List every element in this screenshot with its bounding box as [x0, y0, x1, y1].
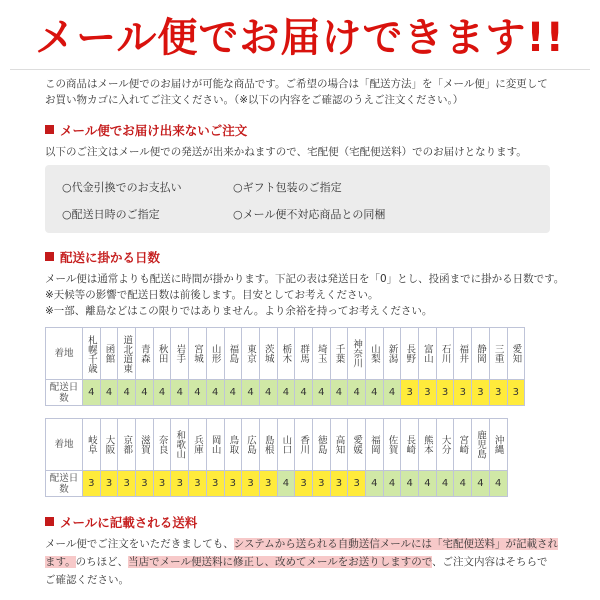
prefecture-cell: 函館: [100, 328, 118, 380]
days-cell: 4: [383, 471, 401, 497]
days-cell: 4: [419, 471, 437, 497]
days-cell: 3: [419, 380, 437, 406]
section1-heading: [45, 121, 247, 139]
days-cell: 3: [436, 380, 454, 406]
section3-heading: [45, 513, 197, 531]
days-cell: 4: [189, 380, 207, 406]
days-cell: 3: [224, 471, 242, 497]
days-cell: 4: [472, 471, 490, 497]
prefecture-cell: 静岡: [472, 328, 490, 380]
square-bullet-icon: [45, 125, 54, 134]
section3-line-3: ご確認ください。: [45, 574, 129, 586]
section2-text-3: ※一部、離島などはこの限りではありません。より余裕を持ってお考えください。: [45, 305, 433, 317]
days-label: 配送日数: [46, 380, 83, 406]
prefecture-cell: 宮城: [189, 328, 207, 380]
prefecture-cell: 神奈川: [348, 328, 366, 380]
square-bullet-icon: [45, 252, 54, 261]
section1-heading-text: メール便でお届け出来ないご注文: [60, 123, 248, 138]
section3-text: 、ご注文内容はそちらで: [432, 556, 548, 568]
section3-line-2: [45, 554, 547, 570]
prefecture-cell: 宮崎: [454, 419, 472, 471]
days-cell: 3: [118, 471, 136, 497]
prefecture-cell: 山形: [206, 328, 224, 380]
days-cell: 4: [348, 380, 366, 406]
banner: [10, 8, 590, 70]
prefecture-cell: 札幌千歳: [83, 328, 101, 380]
section3-text: のちほど、: [75, 556, 129, 568]
days-cell: 4: [366, 471, 384, 497]
days-cell: 3: [330, 471, 348, 497]
days-cell: 4: [366, 380, 384, 406]
days-cell: 4: [436, 471, 454, 497]
section1-text: 以下のご注文はメール便での発送が出来かねますので、宅配便（宅配便送料）でのお届けとなります。: [45, 146, 527, 158]
square-bullet-icon: [45, 517, 54, 526]
days-cell: 3: [295, 471, 313, 497]
prefecture-cell: 栃木: [277, 328, 295, 380]
prefecture-cell: 福島: [224, 328, 242, 380]
days-cell: 4: [295, 380, 313, 406]
prefecture-cell: 佐賀: [383, 419, 401, 471]
days-cell: 4: [118, 380, 136, 406]
days-cell: 3: [312, 471, 330, 497]
prefecture-cell: 福岡: [366, 419, 384, 471]
days-cell: 3: [472, 380, 490, 406]
prefecture-cell: 香川: [295, 419, 313, 471]
prefecture-cell: 沖縄: [489, 419, 507, 471]
delivery-days-table-1: [45, 327, 525, 406]
days-cell: 4: [224, 380, 242, 406]
section2-heading: [45, 248, 160, 266]
days-cell: 3: [401, 380, 419, 406]
section2-text-1: メール便は通常よりも配送に時間が掛かります。下記の表は発送日を「0」とし、投函までに掛かる日数です。: [45, 273, 565, 285]
prefecture-cell: 和歌山: [171, 419, 189, 471]
days-cell: 4: [83, 380, 101, 406]
prefecture-cell: 大分: [436, 419, 454, 471]
prefecture-cell: 奈良: [153, 419, 171, 471]
days-cell: 4: [454, 471, 472, 497]
dest-label: 着地: [46, 419, 83, 471]
prefecture-cell: 青森: [136, 328, 154, 380]
prefecture-cell: 東京: [242, 328, 260, 380]
days-cell: 3: [171, 471, 189, 497]
prefecture-cell: 山口: [277, 419, 295, 471]
prefecture-cell: 石川: [436, 328, 454, 380]
days-cell: 4: [277, 471, 295, 497]
prefecture-cell: 岡山: [206, 419, 224, 471]
excluded-orders-box: [45, 165, 550, 233]
days-cell: 4: [489, 471, 507, 497]
days-cell: 4: [401, 471, 419, 497]
section3-line-1: [45, 536, 558, 552]
prefecture-cell: 長崎: [401, 419, 419, 471]
days-cell: 3: [100, 471, 118, 497]
prefecture-cell: 京都: [118, 419, 136, 471]
prefecture-cell: 大阪: [100, 419, 118, 471]
section2-text-2: ※天候等の影響で配送日数は前後します。目安としてお考えください。: [45, 289, 379, 301]
prefecture-cell: 島根: [259, 419, 277, 471]
excluded-item: ○ギフト包装のご指定: [233, 181, 342, 194]
prefecture-cell: 福井: [454, 328, 472, 380]
prefecture-cell: 新潟: [383, 328, 401, 380]
days-cell: 3: [83, 471, 101, 497]
prefecture-cell: 埼玉: [312, 328, 330, 380]
prefecture-cell: 三重: [489, 328, 507, 380]
prefecture-cell: 千葉: [330, 328, 348, 380]
days-cell: 4: [277, 380, 295, 406]
days-cell: 4: [100, 380, 118, 406]
prefecture-cell: 岐阜: [83, 419, 101, 471]
days-cell: 4: [136, 380, 154, 406]
excluded-item: ○代金引換でのお支払い: [62, 181, 182, 194]
days-cell: 4: [153, 380, 171, 406]
prefecture-cell: 山梨: [366, 328, 384, 380]
prefecture-cell: 富山: [419, 328, 437, 380]
section3-highlight: 当店でメール便送料に修正し、改めてメールをお送りしますので: [128, 556, 433, 568]
days-cell: 3: [348, 471, 366, 497]
dest-label: 着地: [46, 328, 83, 380]
days-cell: 3: [242, 471, 260, 497]
days-cell: 3: [259, 471, 277, 497]
prefecture-cell: 群馬: [295, 328, 313, 380]
intro-line-2: お買い物カゴに入れてご注文ください。（※以下の内容をご確認のうえご注文ください。）: [45, 94, 464, 106]
days-label: 配送日数: [46, 471, 83, 497]
days-cell: 4: [171, 380, 189, 406]
section3-highlight: ます。: [45, 556, 76, 568]
days-cell: 3: [489, 380, 507, 406]
prefecture-cell: 滋賀: [136, 419, 154, 471]
prefecture-cell: 愛知: [507, 328, 525, 380]
days-cell: 3: [206, 471, 224, 497]
days-cell: 4: [383, 380, 401, 406]
excluded-item: ○配送日時のご指定: [62, 208, 160, 221]
prefecture-cell: 鹿児島: [472, 419, 490, 471]
days-cell: 4: [312, 380, 330, 406]
days-cell: 3: [454, 380, 472, 406]
section3-heading-text: メールに記載される送料: [60, 515, 198, 530]
days-cell: 4: [259, 380, 277, 406]
prefecture-cell: 徳島: [312, 419, 330, 471]
days-cell: 3: [153, 471, 171, 497]
days-cell: 4: [330, 380, 348, 406]
prefecture-cell: 鳥取: [224, 419, 242, 471]
prefecture-cell: 高知: [330, 419, 348, 471]
prefecture-cell: 広島: [242, 419, 260, 471]
delivery-days-table-2: [45, 418, 508, 497]
days-cell: 3: [189, 471, 207, 497]
section3-highlight: システムから送られる自動送信メールには「宅配便送料」が記載され: [233, 538, 559, 550]
section3-text: メール便でご注文をいただきましても、: [45, 538, 234, 550]
days-cell: 4: [242, 380, 260, 406]
prefecture-cell: 兵庫: [189, 419, 207, 471]
excluded-item: ○メール便不対応商品との同梱: [233, 208, 386, 221]
prefecture-cell: 茨城: [259, 328, 277, 380]
days-cell: 3: [136, 471, 154, 497]
prefecture-cell: 長野: [401, 328, 419, 380]
intro-line-1: この商品はメール便でのお届けが可能な商品です。ご希望の場合は「配送方法」を「メール便」に変更して: [45, 78, 548, 90]
prefecture-cell: 道北道東: [118, 328, 136, 380]
prefecture-cell: 秋田: [153, 328, 171, 380]
banner-title: メール便でお届けできます!!: [35, 15, 565, 61]
prefecture-cell: 岩手: [171, 328, 189, 380]
prefecture-cell: 愛媛: [348, 419, 366, 471]
days-cell: 4: [206, 380, 224, 406]
section2-heading-text: 配送に掛かる日数: [60, 250, 161, 265]
days-cell: 3: [507, 380, 525, 406]
prefecture-cell: 熊本: [419, 419, 437, 471]
